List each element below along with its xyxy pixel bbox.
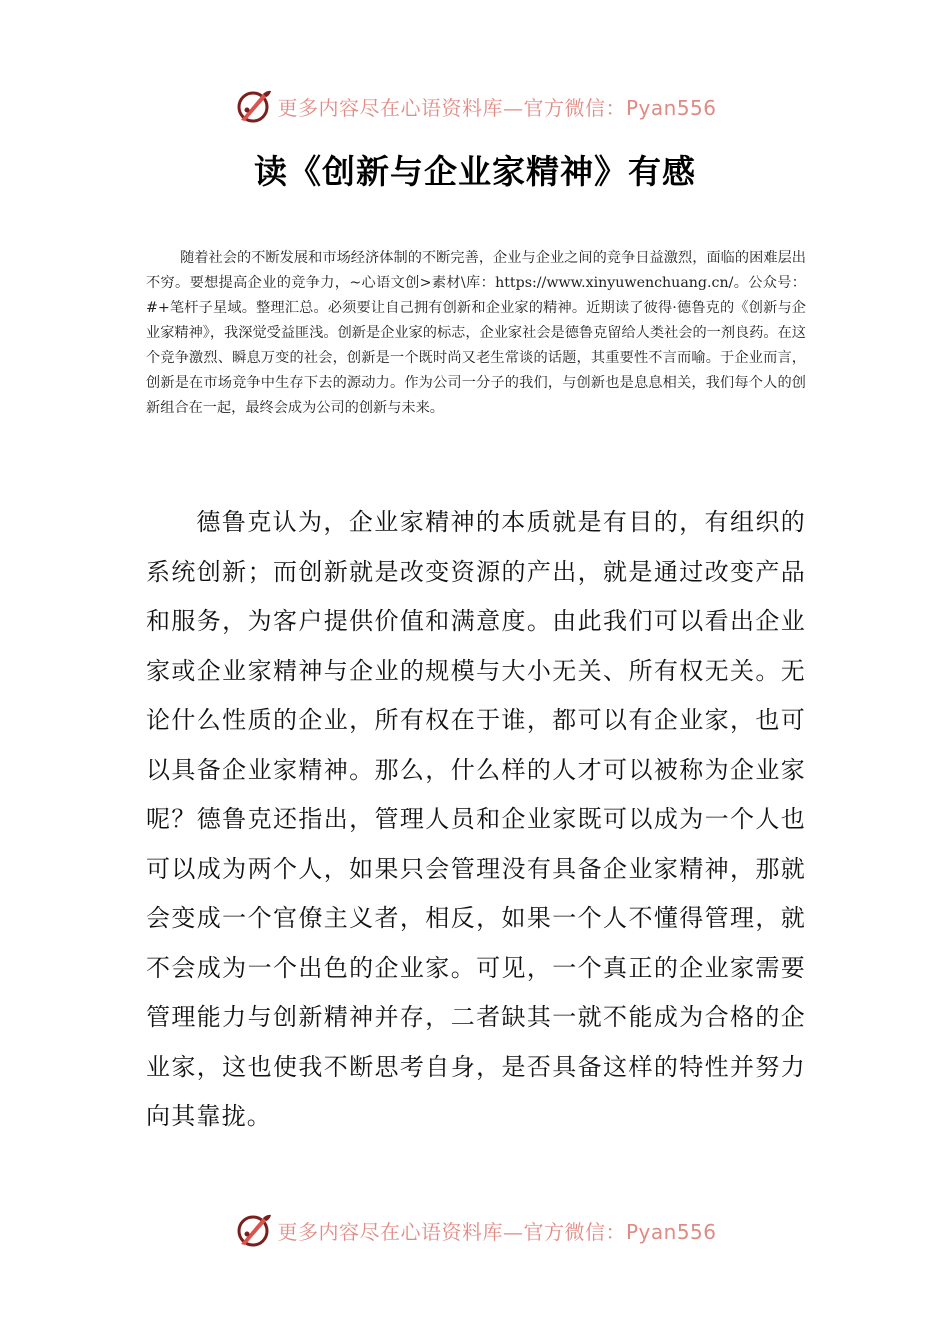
footer-promo-text: 更多内容尽在心语资料库—官方微信： bbox=[277, 1219, 626, 1244]
document-title: 读《创新与企业家精神》有感 bbox=[254, 152, 696, 191]
quill-logo-icon bbox=[233, 1210, 273, 1250]
footer-wechat-id: Pyan556 bbox=[625, 1219, 717, 1244]
footer-banner bbox=[0, 1206, 950, 1254]
footer-promo bbox=[277, 1216, 716, 1245]
header-banner bbox=[0, 82, 950, 130]
header-wechat-id: Pyan556 bbox=[625, 95, 717, 120]
main-paragraph: 德鲁克认为，企业家精神的本质就是有目的，有组织的系统创新；而创新就是改变资源的产出，就是通过改变产品和服务，为客户提供价值和满意度。由此我们可以看出企业家或企业家精神与企业的规模与大小无关、所有权无关。无论什么性质的企业，所有权在于谁，都可以有企业家，也可以具备企业家精神。那么，什么样的人才可以被称为企业家呢？德鲁克还指出，管理人员和企业家既可以成为一个人也可以成为两个人，如果只会管理没有具备企业家精神，那就会变成一个官僚主义者，相反，如果一个人不懂得管理，就不会成为一个出色的企业家。可见，一个真正的企业家需要管理能力与创新精神并存，二者缺其一就不能成为合格的企业家，这也使我不断思考自身，是否具备这样的特性并努力向其靠拢。 bbox=[146, 508, 806, 1130]
intro-paragraph: 随着社会的不断发展和市场经济体制的不断完善，企业与企业之间的竞争日益激烈，面临的困难层出不穷。要想提高企业的竞争力，~心语文创>素材\库：https://www.xinyuwenchuang.cn/。公众号：#+笔杆子星域。整理汇总。必须要让自己拥有创新和企业家的精神。近期读了彼得·德鲁克的《创新与企业家精神》，我深觉受益匪浅。创新是企业家的标志，企业家社会是德鲁克留给人类社会的一剂良药。在这个竞争激烈、瞬息万变的社会，创新是一个既时尚又老生常谈的话题，其重要性不言而喻。于企业而言，创新是在市场竞争中生存下去的源动力。作为公司一分子的我们，与创新也是息息相关，我们每个人的创新组合在一起，最终会成为公司的创新与未来。 bbox=[146, 250, 806, 416]
quill-logo-icon bbox=[233, 86, 273, 126]
header-promo bbox=[277, 92, 716, 121]
header-promo-text: 更多内容尽在心语资料库—官方微信： bbox=[277, 95, 626, 120]
